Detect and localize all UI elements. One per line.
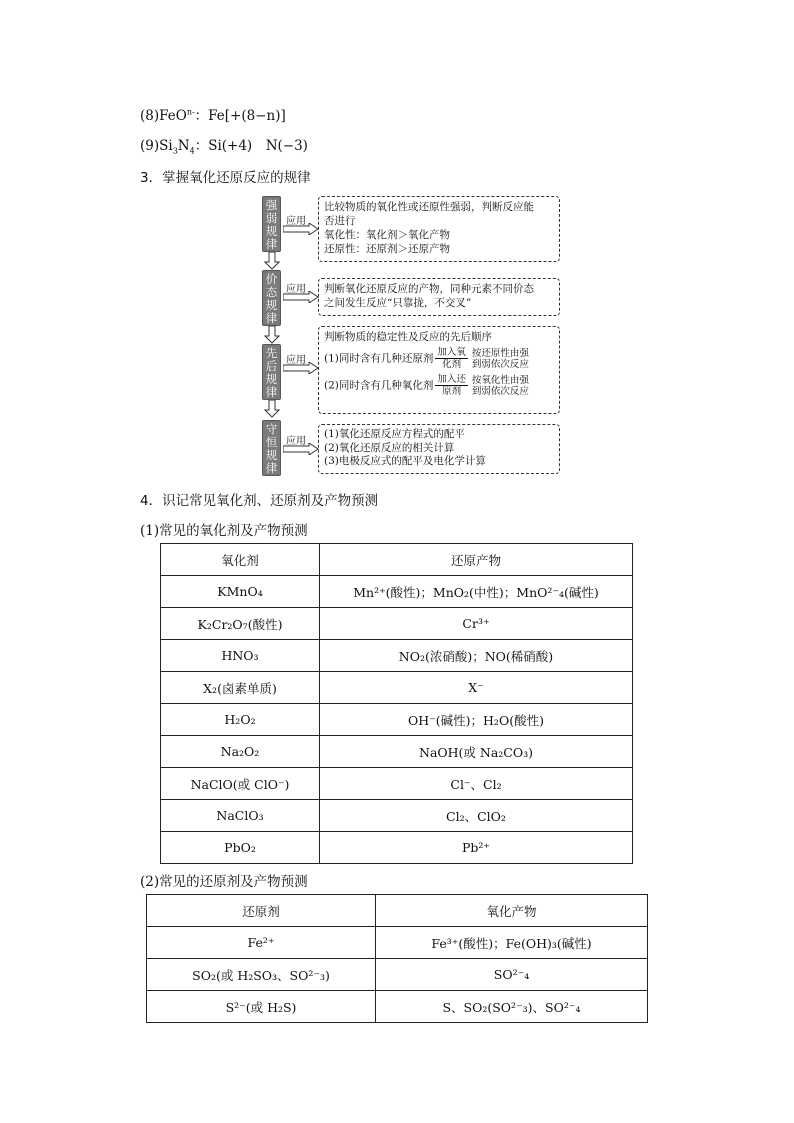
table-row — [161, 704, 633, 736]
desc-line: 比较物质的氧化性或还原性强弱，判断反应能 — [324, 201, 534, 213]
desc-text: (1)同时含有几种还原剂 — [324, 352, 434, 365]
fraction-label — [435, 374, 468, 397]
law-desc-strength — [318, 196, 560, 262]
table-cell: KMnO₄ — [161, 576, 320, 608]
desc-line: 氧化性：氧化剂＞氧化产物 — [324, 229, 450, 241]
formula-line-8 — [140, 104, 286, 124]
table-header-row — [161, 544, 633, 576]
desc-line: (3)电极反应式的配平及电化学计算 — [324, 455, 486, 467]
table-cell: Cl⁻、Cl₂ — [320, 768, 633, 800]
table-cell: NO₂(浓硝酸)；NO(稀硝酸) — [320, 640, 633, 672]
table-cell: SO²⁻₄ — [376, 959, 648, 991]
apply-label: 应用 — [286, 284, 306, 295]
desc-line: (1)氧化还原反应方程式的配平 — [324, 428, 465, 440]
oxidant-table-caption: (1)常见的氧化剂及产物预测 — [140, 523, 308, 539]
table-row — [147, 927, 648, 959]
result-label — [472, 348, 529, 370]
text: N — [177, 138, 190, 154]
desc-line: 判断氧化还原反应的产物，同种元素不同价态 — [324, 283, 534, 295]
desc-text: (2)同时含有几种氧化剂 — [324, 379, 434, 392]
law-box-valence: 价态规律 — [262, 270, 281, 326]
table-cell: Na₂O₂ — [161, 736, 320, 768]
table-row — [147, 991, 648, 1023]
right-arrow-icon — [283, 291, 319, 303]
subscript: 3 — [172, 146, 178, 156]
desc-line: 之间发生反应“只靠拢，不交叉” — [324, 297, 472, 309]
table-row — [161, 832, 633, 864]
law-desc-conservation — [318, 424, 560, 474]
header-cell: 氧化剂 — [161, 544, 320, 576]
right-arrow-icon — [283, 362, 319, 374]
table-cell: H₂O₂ — [161, 704, 320, 736]
apply-label: 应用 — [286, 216, 306, 227]
table-row — [161, 736, 633, 768]
right-arrow-icon — [283, 223, 319, 235]
table-cell: Fe³⁺(酸性)；Fe(OH)₃(碱性) — [376, 927, 648, 959]
table-cell: PbO₂ — [161, 832, 320, 864]
down-arrow-icon — [264, 400, 280, 418]
table-cell: OH⁻(碱性)；H₂O(酸性) — [320, 704, 633, 736]
redox-laws-diagram — [256, 194, 562, 476]
desc-line: 判断物质的稳定性及反应的先后顺序 — [324, 331, 492, 343]
result-line: 到弱依次反应 — [471, 385, 529, 397]
down-arrow-icon — [264, 252, 280, 270]
frac-top: 加入还 — [437, 374, 466, 385]
desc-row-2 — [324, 374, 554, 397]
table-cell: Cr³⁺ — [320, 608, 633, 640]
table-cell: Mn²⁺(酸性)；MnO₂(中性)；MnO²⁻₄(碱性) — [320, 576, 633, 608]
table-header-row — [147, 895, 648, 927]
down-arrow-icon — [264, 326, 280, 344]
text: (9)Si — [140, 138, 173, 154]
table-cell: S²⁻(或 H₂S) — [147, 991, 376, 1023]
table-cell: Cl₂、ClO₂ — [320, 800, 633, 832]
header-cell: 还原产物 — [320, 544, 633, 576]
table-row — [161, 640, 633, 672]
table-cell: S、SO₂(SO²⁻₃)、SO²⁻₄ — [376, 991, 648, 1023]
table-row — [161, 672, 633, 704]
section-3-title: 3．掌握氧化还原反应的规律 — [140, 170, 311, 186]
section-4-title: 4．识记常见氧化剂、还原剂及产物预测 — [140, 493, 379, 509]
table-row — [161, 576, 633, 608]
table-cell: NaClO₃ — [161, 800, 320, 832]
fraction-label — [435, 347, 468, 370]
text: ：Si(+4) N(−3) — [194, 138, 308, 154]
text: ：Fe[+(8−n)] — [194, 108, 286, 124]
result-label — [472, 375, 529, 397]
result-line: 按还原性由强 — [471, 347, 529, 359]
law-desc-valence — [318, 278, 560, 316]
apply-label: 应用 — [286, 355, 306, 366]
desc-row-1 — [324, 347, 554, 370]
reductant-table-caption: (2)常见的还原剂及产物预测 — [140, 874, 308, 890]
table-row — [161, 608, 633, 640]
table-cell: NaOH(或 Na₂CO₃) — [320, 736, 633, 768]
result-line: 按氧化性由强 — [471, 374, 529, 386]
desc-line: 还原性：还原剂＞还原产物 — [324, 243, 450, 255]
result-line: 到弱依次反应 — [471, 358, 529, 370]
table-row — [147, 959, 648, 991]
table-cell: X⁻ — [320, 672, 633, 704]
table-cell: Fe²⁺ — [147, 927, 376, 959]
right-arrow-icon — [283, 443, 319, 455]
reductant-table — [146, 894, 648, 1023]
desc-line: (2)氧化还原反应的相关计算 — [324, 441, 455, 454]
apply-label: 应用 — [286, 436, 306, 447]
superscript: n- — [186, 107, 195, 117]
table-row — [161, 768, 633, 800]
formula-line-9 — [140, 134, 308, 154]
law-box-strength: 强弱规律 — [262, 196, 281, 252]
table-cell: Pb²⁺ — [320, 832, 633, 864]
frac-bottom: 化剂 — [442, 359, 462, 370]
table-cell: HNO₃ — [161, 640, 320, 672]
subscript: 4 — [189, 146, 195, 156]
frac-top: 加入氧 — [437, 347, 466, 358]
text: (8)FeO — [140, 108, 187, 124]
table-cell: X₂(卤素单质) — [161, 672, 320, 704]
frac-bottom: 原剂 — [442, 386, 462, 397]
law-box-conservation: 守恒规律 — [262, 420, 281, 476]
oxidant-table — [160, 543, 633, 864]
table-cell: K₂Cr₂O₇(酸性) — [161, 608, 320, 640]
table-cell: NaClO(或 ClO⁻) — [161, 768, 320, 800]
header-cell: 还原剂 — [147, 895, 376, 927]
law-desc-order — [318, 326, 560, 414]
law-box-order: 先后规律 — [262, 344, 281, 400]
desc-line: 否进行 — [324, 215, 356, 227]
table-row — [161, 800, 633, 832]
header-cell: 氧化产物 — [376, 895, 648, 927]
table-cell: SO₂(或 H₂SO₃、SO²⁻₃) — [147, 959, 376, 991]
